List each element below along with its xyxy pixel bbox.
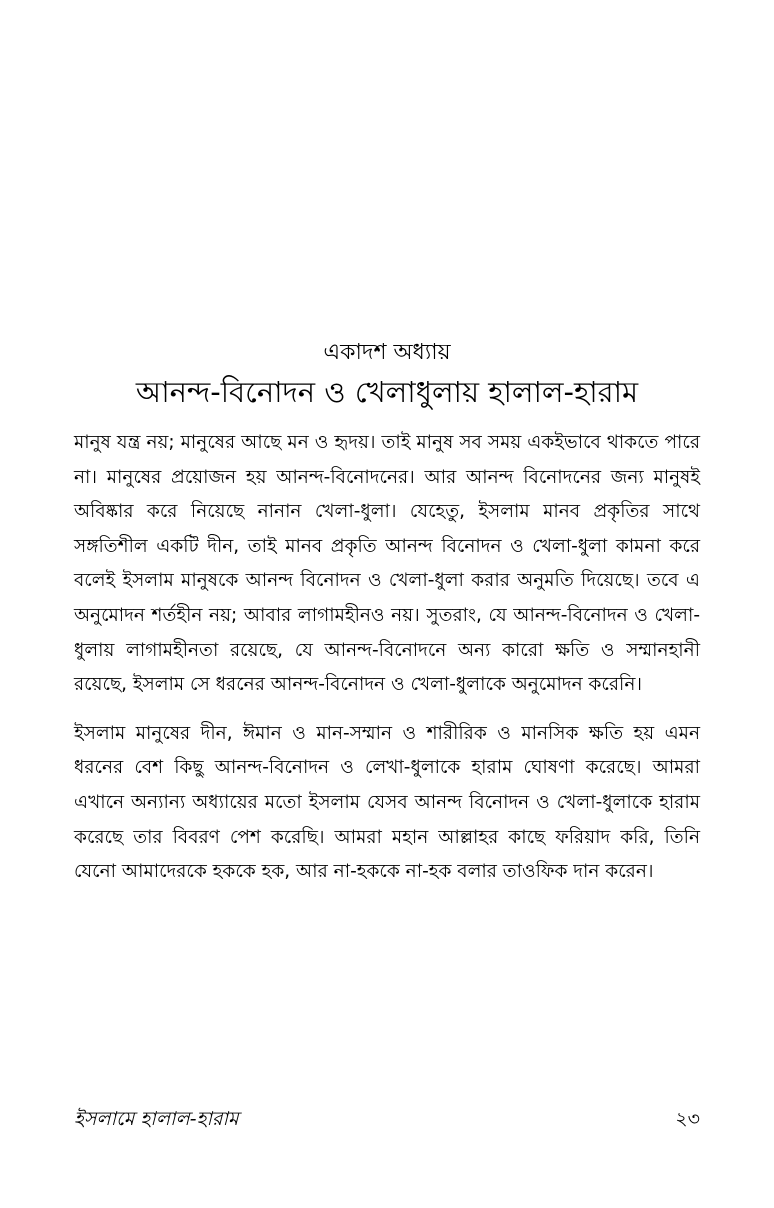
running-footer-title: ইসলামে হালাল-হারাম bbox=[74, 1108, 239, 1130]
paragraph-2: ইসলাম মানুষের দীন, ঈমান ও মান-সম্মান ও শারীরিক ও মানসিক ক্ষতি হয় এমন ধরনের বেশ কিছু আনন্দ-বিনোদন ও লেখা-ধুলাকে হারাম ঘোষণা করেছে। আমরা এখানে অন্যান্য অধ্যায়ের মতো ইসলাম যেসব আনন্দ বিনোদন ও খেলা-ধুলাকে হারাম করেছে তার বিবরণ পেশ করেছি। আমরা মহান আল্লাহর কাছে ফরিয়াদ করি, তিনি যেনো আমাদেরকে হককে হক, আর না-হককে না-হক বলার তাওফিক দান করেন। bbox=[74, 722, 700, 883]
chapter-label: একাদশ অধ্যায় bbox=[323, 340, 451, 365]
chapter-title: আনন্দ-বিনোদন ও খেলাধুলায় হালাল-হারাম bbox=[135, 375, 639, 409]
body-text bbox=[74, 426, 700, 904]
paragraph-1: মানুষ যন্ত্র নয়; মানুষের আছে মন ও হৃদয়। তাই মানুষ সব সময় একইভাবে থাকতে পারে না। মানুষের প্রয়োজন হয় আনন্দ-বিনোদনের। আর আনন্দ বিনোদনের জন্য মানুষই অবিষ্কার করে নিয়েছে নানান খেলা-ধুলা। যেহেতু, ইসলাম মানব প্রকৃতির সাথে সঙ্গতিশীল একটি দীন, তাই মানব প্রকৃতি আনন্দ বিনোদন ও খেলা-ধুলা কামনা করে বলেই ইসলাম মানুষকে আনন্দ বিনোদন ও খেলা-ধুলা করার অনুমতি দিয়েছে। তবে এ অনুমোদন শর্তহীন নয়; আবার লাগামহীনও নয়। সুতরাং, যে আনন্দ-বিনোদন ও খেলা-ধুলায় লাগামহীনতা রয়েছে, যে আনন্দ-বিনোদনে অন্য কারো ক্ষতি ও সম্মানহানী রয়েছে, ইসলাম সে ধরনের আনন্দ-বিনোদন ও খেলা-ধুলাকে অনুমোদন করেনি। bbox=[74, 432, 700, 696]
page-number: ২৩ bbox=[675, 1108, 700, 1130]
page-footer bbox=[74, 1102, 700, 1136]
